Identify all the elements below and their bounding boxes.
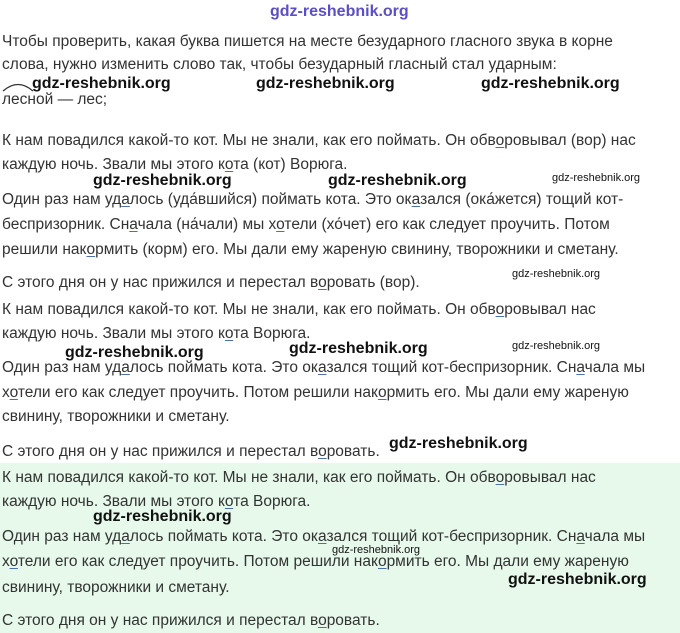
underlined-vowel: а	[129, 216, 138, 233]
block1-line-4: беспризорник. Сначала (на́чали) мы хотели (хо́чет) его как следует проучить. Потом	[2, 216, 610, 233]
underlined-vowel: о	[495, 469, 505, 486]
underlined-vowel: о	[224, 493, 234, 510]
underlined-vowel: а	[576, 359, 585, 376]
watermark: gdz-reshebnik.org	[289, 340, 428, 357]
watermark: gdz-reshebnik.org	[512, 340, 601, 352]
block2-line-1: К нам повадился какой-то кот. Мы не знали, как его поймать. Он обворовывал нас	[2, 301, 596, 318]
root-arc-icon	[0, 80, 36, 94]
block3-line-2: каждую ночь. Звали мы этого кота Ворюга.	[2, 493, 311, 510]
underlined-vowel: о	[276, 216, 285, 233]
watermark: gdz-reshebnik.org	[512, 268, 601, 280]
underlined-vowel: а	[121, 359, 130, 376]
block2-line-3: Один раз нам удалось поймать кота. Это оказался тощий кот-беспризорник. Сначала мы	[2, 359, 646, 376]
block1-line-5: решили накормить (корм) его. Мы дали ему жареную свинину, творожники и сметану.	[2, 241, 619, 258]
underlined-vowel: а	[411, 191, 421, 208]
intro-line-1: Чтобы проверить, какая буква пишется на месте безударного гласного звука в корне	[2, 33, 613, 50]
watermark: gdz-reshebnik.org	[508, 571, 647, 588]
block3-line-1: К нам повадился какой-то кот. Мы не знали, как его поймать. Он обворовывал нас	[2, 469, 596, 486]
intro-line-2: слова, нужно изменить слово так, чтобы безударный гласный стал ударным:	[2, 56, 557, 73]
watermark: gdz-reshebnik.org	[256, 75, 395, 92]
underlined-vowel: о	[318, 612, 327, 629]
watermark: gdz-reshebnik.org	[389, 435, 528, 452]
underlined-vowel: о	[318, 274, 327, 291]
block1-line-1: К нам повадился какой-то кот. Мы не знали, как его поймать. Он обворовывал (вор) нас	[2, 132, 636, 149]
block3-line-4: хотели его как следует проучить. Потом решили накормить его. Мы дали ему жареную	[2, 553, 629, 570]
underlined-vowel: а	[576, 528, 585, 545]
underlined-vowel: о	[377, 553, 387, 570]
underlined-vowel: а	[318, 359, 327, 376]
block2-line-6: С этого дня он у нас прижился и перестал воровать.	[2, 443, 380, 460]
watermark: gdz-reshebnik.org	[65, 344, 204, 361]
underlined-vowel: о	[224, 325, 234, 342]
underlined-vowel: а	[318, 528, 327, 545]
underlined-vowel: о	[495, 301, 505, 318]
underlined-vowel: о	[495, 132, 505, 149]
underlined-vowel: о	[9, 384, 18, 401]
watermark: gdz-reshebnik.org	[93, 172, 232, 189]
example-rest: ной — лес;	[27, 91, 108, 108]
underlined-vowel: о	[86, 241, 96, 258]
header-watermark: gdz-reshebnik.org	[270, 3, 409, 20]
block1-line-3: Один раз нам удалось (уда́вшийся) поймать кота. Это оказался (ока́жется) тощий кот-	[2, 191, 624, 208]
underlined-vowel: о	[224, 156, 234, 173]
underlined-vowel: а	[121, 528, 130, 545]
block2-line-2: каждую ночь. Звали мы этого кота Ворюга.	[2, 325, 311, 342]
watermark: gdz-reshebnik.org	[32, 75, 171, 92]
watermark: gdz-reshebnik.org	[328, 172, 467, 189]
watermark: gdz-reshebnik.org	[93, 508, 232, 525]
block1-line-2: каждую ночь. Звали мы этого кота (кот) Ворюга.	[2, 156, 348, 173]
block2-line-5: свинину, творожники и сметану.	[2, 408, 230, 425]
underlined-vowel: о	[377, 384, 387, 401]
underlined-vowel: о	[9, 553, 18, 570]
block3-line-5: свинину, творожники и сметану.	[2, 579, 230, 596]
watermark: gdz-reshebnik.org	[481, 75, 620, 92]
block1-line-6: С этого дня он у нас прижился и перестал воровать (вор).	[2, 274, 420, 291]
block2-line-4: хотели его как следует проучить. Потом решили накормить его. Мы дали ему жареную	[2, 384, 629, 401]
block3-line-3: Один раз нам удалось поймать кота. Это оказался тощий кот-беспризорник. Сначала мы	[2, 528, 646, 545]
underlined-vowel: а	[121, 191, 130, 208]
watermark: gdz-reshebnik.org	[552, 172, 641, 184]
block3-line-6: С этого дня он у нас прижился и перестал воровать.	[2, 612, 380, 629]
underlined-vowel: о	[318, 443, 327, 460]
watermark: gdz-reshebnik.org	[332, 544, 421, 556]
example-root: лес	[2, 91, 28, 108]
